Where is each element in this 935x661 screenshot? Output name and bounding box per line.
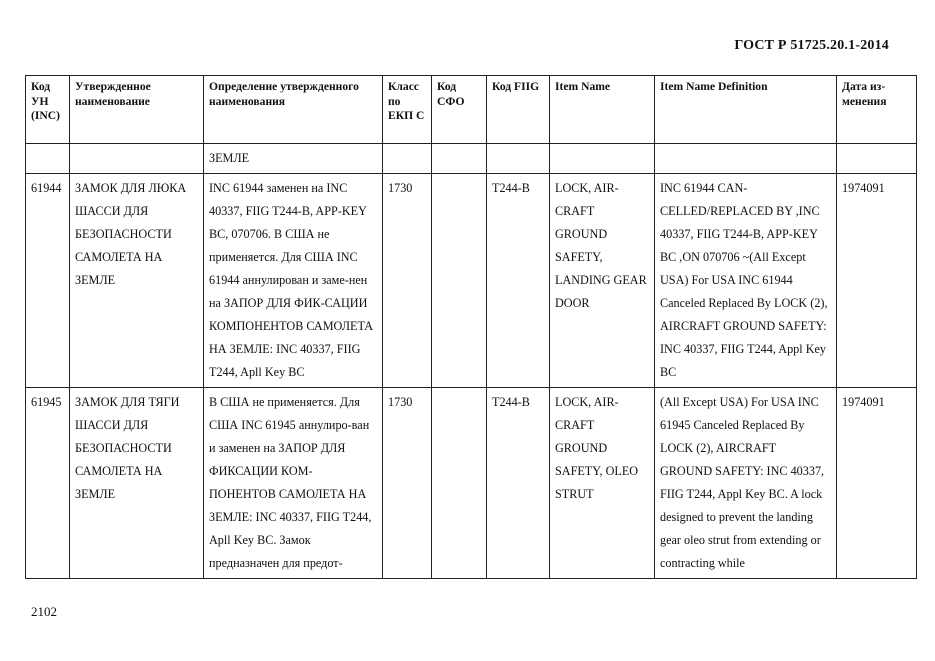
col-header-item-name-definition: Item Name Definition [655,76,837,144]
cell-class: 1730 [383,174,432,388]
cell-date: 1974091 [837,174,917,388]
cell-class [383,144,432,174]
cell-item-name: LOCK, AIR-CRAFT GROUND SAFETY, LANDING GEAR DOOR [550,174,655,388]
cell-item-def: (All Except USA) For USA INC 61945 Canceled Replaced By LOCK (2), AIRCRAFT GROUND SAFETY: INC 40337, FIIG T244, Appl Key BC. A lock designed to prevent the landing gear oleo strut from extending or contracting while [655,388,837,579]
col-header-change-date: Дата из-менения [837,76,917,144]
cell-fiig [487,144,550,174]
cell-inc: 61945 [26,388,70,579]
cell-definition: INC 61944 заменен на INC 40337, FIIG T244-B, APP-KEY BC, 070706. В США не применяется. Для США INC 61944 аннулирован и заме-нен на ЗАПОР ДЛЯ ФИК-САЦИИ КОМПОНЕНТОВ САМОЛЕТА НА ЗЕМЛЕ: INC 40337, FIIG T244, Apll Key BC [204,174,383,388]
cell-item-def: INC 61944 CAN-CELLED/REPLACED BY ,INC 40337, FIIG T244-B, APP-KEY BC ,ON 070706 ~(All Except USA) For USA INC 61944 Canceled Replaced By LOCK (2), AIRCRAFT GROUND SAFETY: INC 40337, FIIG T244, Appl Key BC [655,174,837,388]
cell-class: 1730 [383,388,432,579]
cell-fiig: T244-B [487,174,550,388]
cell-sfo [432,174,487,388]
cell-name: ЗАМОК ДЛЯ ЛЮКА ШАССИ ДЛЯ БЕЗОПАСНОСТИ САМОЛЕТА НА ЗЕМЛЕ [70,174,204,388]
col-header-class: Класс по ЕКП С [383,76,432,144]
document-code: ГОСТ Р 51725.20.1-2014 [734,38,889,53]
cell-item-def [655,144,837,174]
catalog-table [25,75,917,579]
page-number: 2102 [31,604,57,619]
col-header-sfo: Код СФО [432,76,487,144]
table-row-continuation [26,144,917,174]
col-header-definition: Определение утвержденного наименования [204,76,383,144]
cell-item-name: LOCK, AIR-CRAFT GROUND SAFETY, OLEO STRUT [550,388,655,579]
cell-fiig: T244-B [487,388,550,579]
cell-date: 1974091 [837,388,917,579]
cell-date [837,144,917,174]
col-header-item-name: Item Name [550,76,655,144]
cell-definition: В США не применяется. Для США INC 61945 аннулиро-ван и заменен на ЗАПОР ДЛЯ ФИКСАЦИИ КОМ-ПОНЕНТОВ САМОЛЕТА НА ЗЕМЛЕ: INC 40337, FIIG T244, Apll Key BC. Замок предназначен для предот- [204,388,383,579]
cell-name [70,144,204,174]
table-row [26,388,917,579]
col-header-fiig: Код FIIG [487,76,550,144]
cell-sfo [432,144,487,174]
cell-sfo [432,388,487,579]
cell-definition: ЗЕМЛЕ [204,144,383,174]
cell-inc: 61944 [26,174,70,388]
table-header-row [26,76,917,144]
cell-inc [26,144,70,174]
cell-item-name [550,144,655,174]
table-row [26,174,917,388]
col-header-inc: Код УН (INC) [26,76,70,144]
cell-name: ЗАМОК ДЛЯ ТЯГИ ШАССИ ДЛЯ БЕЗОПАСНОСТИ САМОЛЕТА НА ЗЕМЛЕ [70,388,204,579]
col-header-approved-name: Утвержденное наименование [70,76,204,144]
